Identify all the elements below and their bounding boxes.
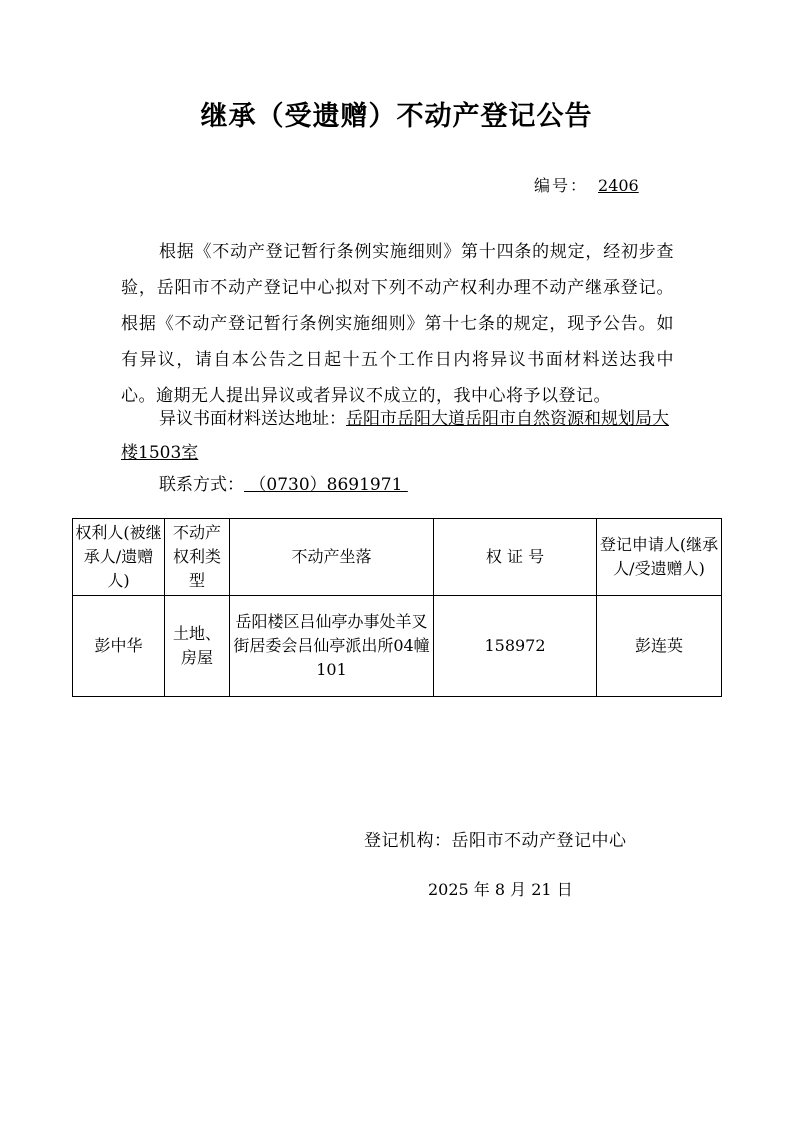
objection-address	[121, 402, 674, 470]
contact-label: 联系方式：	[159, 475, 244, 495]
body-paragraph: 根据《不动产登记暂行条例实施细则》第十四条的规定，经初步查验，岳阳市不动产登记中心拟对下列不动产权利办理不动产继承登记。根据《不动产登记暂行条例实施细则》第十七条的规定，现予公告。如有异议，请自本公告之日起十五个工作日内将异议书面材料送达我中心。逾期无人提出异议或者异议不成立的，我中心将予以登记。	[121, 242, 674, 406]
cell-type: 土地、房屋	[165, 596, 230, 697]
header-type: 不动产权利类型	[165, 519, 230, 596]
table-header-row	[73, 519, 722, 596]
page-title: 继承（受遗赠）不动产登记公告	[200, 101, 593, 132]
notice-number-value: 2406	[598, 176, 639, 195]
address-label: 异议书面材料送达地址：	[159, 409, 346, 429]
registration-table	[72, 518, 722, 697]
notice-number-label: 编号：	[534, 176, 589, 195]
header-holder: 权利人(被继承人/遗赠人)	[73, 519, 165, 596]
cell-location: 岳阳楼区吕仙亭办事处羊叉街居委会吕仙亭派出所04幢101	[230, 596, 434, 697]
address-value: 岳阳市岳阳大道岳阳市自然资源和规划局大楼1503室	[121, 409, 669, 463]
notice-date: 2025 年 8 月 21 日	[428, 880, 573, 899]
table-row	[73, 596, 722, 697]
header-cert: 权 证 号	[434, 519, 597, 596]
notice-number	[534, 173, 639, 196]
cell-holder: 彭中华	[73, 596, 165, 697]
cell-applicant: 彭连英	[597, 596, 722, 697]
header-location: 不动产坐落	[230, 519, 434, 596]
contact-value: （0730）8691971	[244, 475, 408, 495]
registration-organization: 登记机构：岳阳市不动产登记中心	[364, 831, 627, 851]
header-applicant: 登记申请人(继承人/受遗赠人)	[597, 519, 722, 596]
cell-cert: 158972	[434, 596, 597, 697]
contact-info	[159, 470, 408, 500]
